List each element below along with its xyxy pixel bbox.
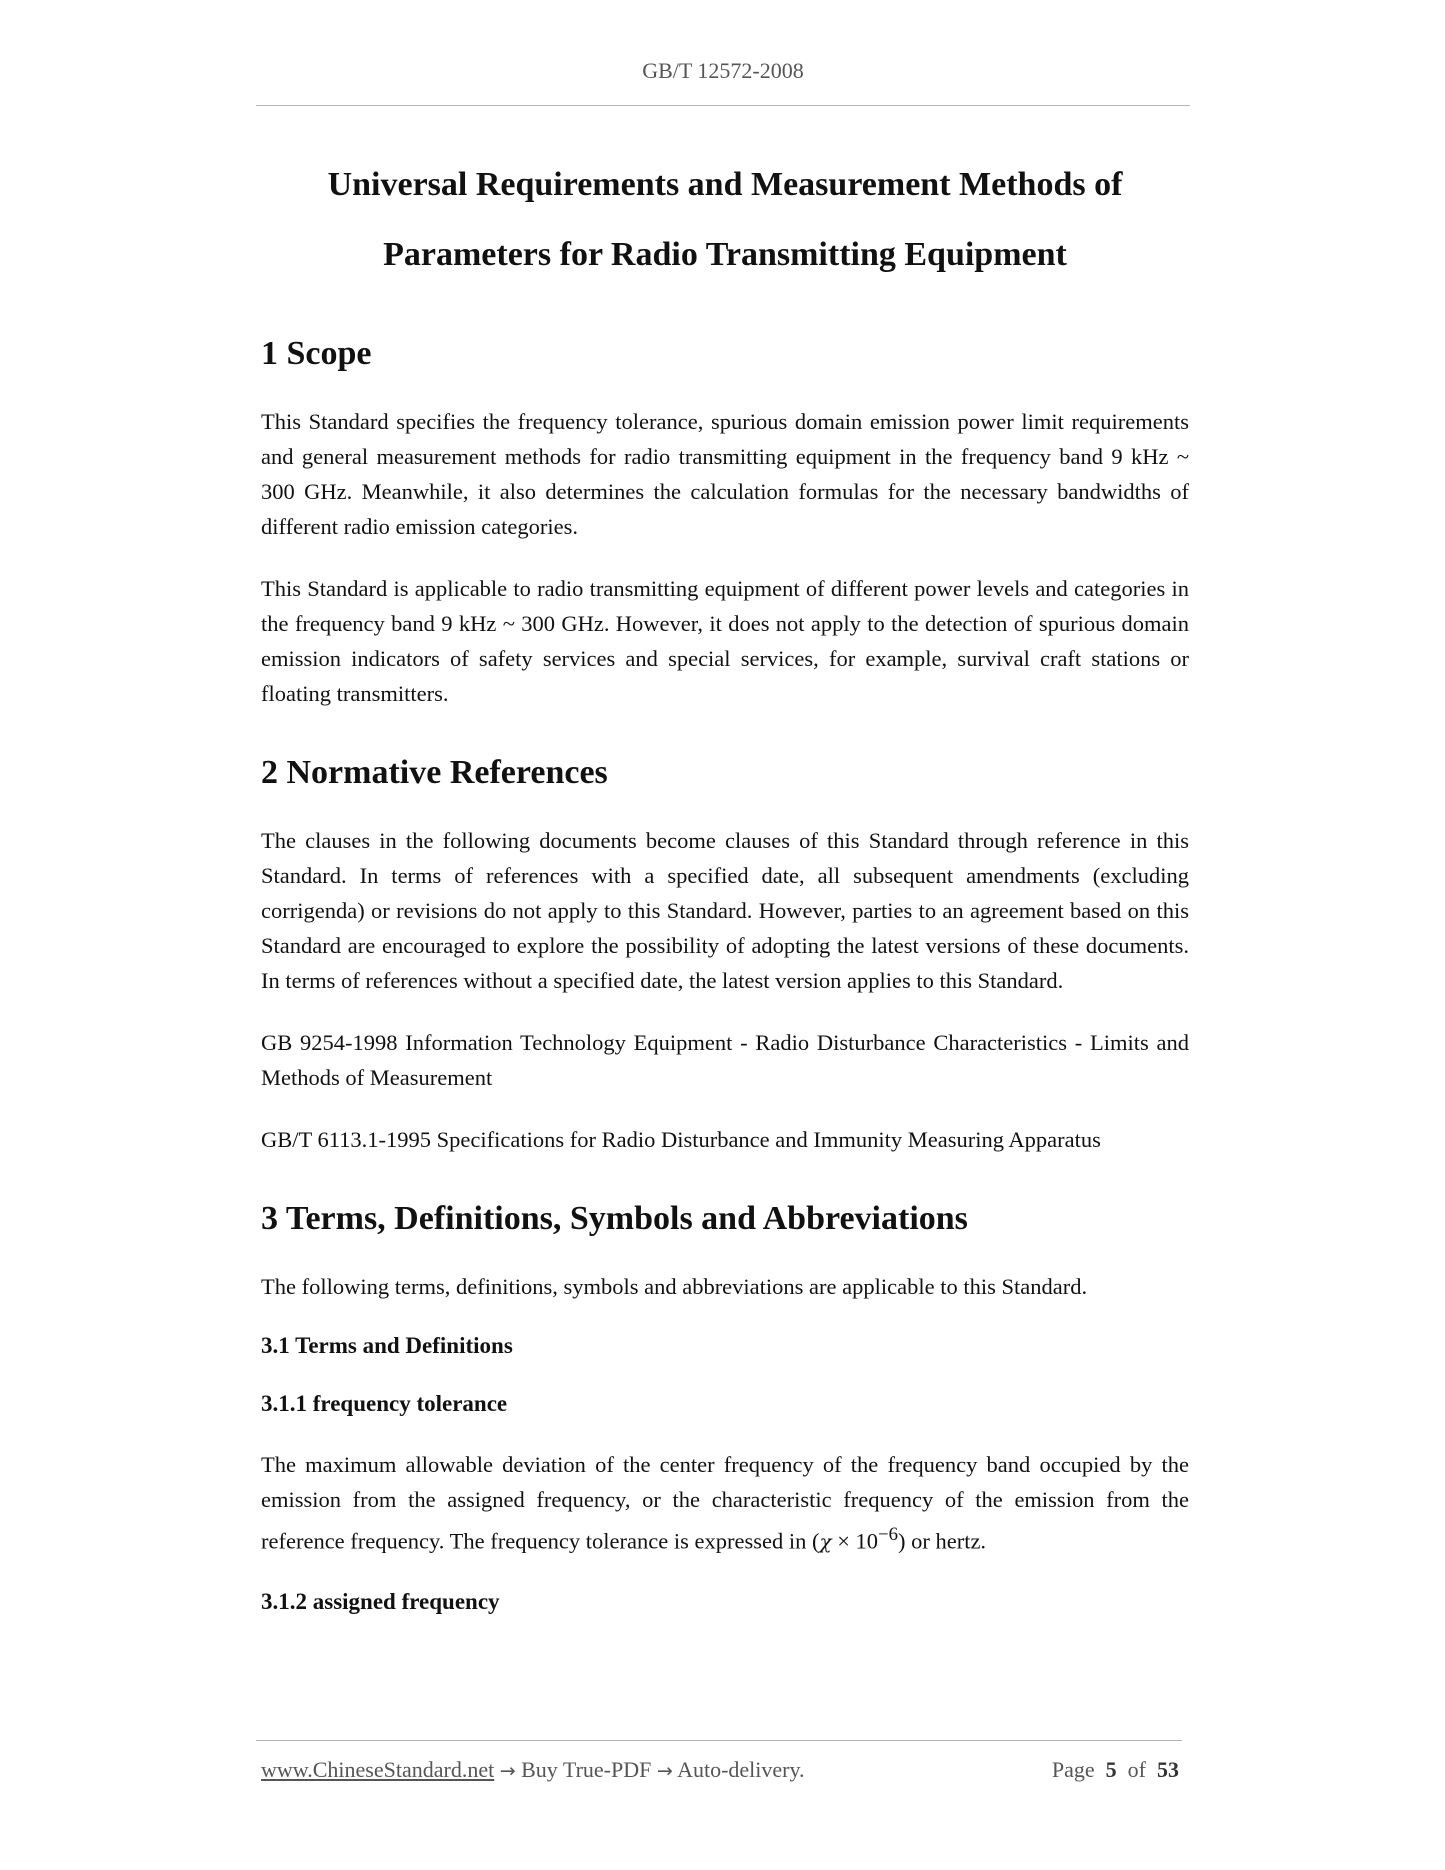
reference-gb-9254: GB 9254-1998 Information Technology Equipment - Radio Disturbance Characteristics - Limits and Methods of Measurement: [261, 1030, 1189, 1090]
of-word: of: [1127, 1757, 1146, 1782]
page-footer: [261, 1757, 1179, 1783]
title-line-1: Universal Requirements and Measurement Methods of: [327, 166, 1123, 203]
definition-text: The maximum allowable deviation of the center frequency of the frequency band occupied by the emission from the assigned frequency, or the characteristic frequency of the emission from the reference frequency. The frequency tolerance is expressed in (: [261, 1452, 1189, 1554]
reference-gbt-6113: GB/T 6113.1-1995 Specifications for Radio Disturbance and Immunity Measuring Apparatus: [261, 1127, 1101, 1152]
scope-paragraph-1: This Standard specifies the frequency tolerance, spurious domain emission power limit requirements and general measurement methods for radio transmitting equipment in the frequency band 9 kHz ~ 300 GHz. Meanwhile, it also determines the calculation formulas for the necessary bandwidths of different radio emission categories.: [261, 409, 1189, 539]
normative-paragraph: The clauses in the following documents become clauses of this Standard through reference in this Standard. In terms of references with a specified date, all subsequent amendments (excluding corrigenda) or revisions do not apply to this Standard. However, parties to an agreement based on this Standard are encouraged to explore the possibility of adopting the latest versions of these documents. In terms of references without a specified date, the latest version applies to this Standard.: [261, 828, 1189, 993]
arrow-right-icon: →: [499, 1760, 516, 1782]
term-3-1-1-definition: [261, 1447, 1189, 1560]
total-page-count: 53: [1157, 1757, 1179, 1782]
footer-promo: [261, 1757, 805, 1783]
header-divider: [256, 105, 1190, 106]
term-3-1-1-heading: 3.1.1 frequency tolerance: [261, 1391, 508, 1416]
title-line-2: Parameters for Radio Transmitting Equipment: [383, 236, 1067, 273]
section-3-heading: 3 Terms, Definitions, Symbols and Abbreviations: [261, 1200, 968, 1237]
running-header: GB/T 12572-2008: [642, 58, 804, 83]
arrow-right-icon: →: [656, 1760, 673, 1782]
definition-tail: ) or hertz.: [897, 1528, 987, 1554]
document-title: [261, 150, 1189, 290]
multiplier-text: × 10: [831, 1528, 879, 1554]
current-page-number: 5: [1105, 1757, 1117, 1782]
exponent: −6: [878, 1524, 898, 1545]
section-2-heading: 2 Normative References: [261, 754, 608, 791]
terms-intro-paragraph: The following terms, definitions, symbols and abbreviations are applicable to this Standard.: [261, 1274, 1088, 1299]
chi-symbol: χ: [819, 1529, 832, 1554]
page-content: [261, 150, 1189, 1645]
section-1-heading: 1 Scope: [261, 335, 372, 372]
delivery-text: Auto-delivery.: [677, 1757, 805, 1782]
scope-paragraph-2: This Standard is applicable to radio transmitting equipment of different power levels and categories in the frequency band 9 kHz ~ 300 GHz. However, it does not apply to the detection of spurious domain emission indicators of safety services and special services, for example, survival craft stations or floating transmitters.: [261, 576, 1189, 706]
subsection-3-1-heading: 3.1 Terms and Definitions: [261, 1333, 513, 1358]
page-indicator: [1052, 1757, 1179, 1783]
footer-divider: [256, 1740, 1182, 1741]
term-3-1-2-heading: 3.1.2 assigned frequency: [261, 1588, 500, 1614]
page-word: Page: [1051, 1757, 1095, 1782]
site-link[interactable]: www.ChineseStandard.net: [261, 1757, 495, 1782]
buy-text: Buy True-PDF: [521, 1757, 652, 1782]
